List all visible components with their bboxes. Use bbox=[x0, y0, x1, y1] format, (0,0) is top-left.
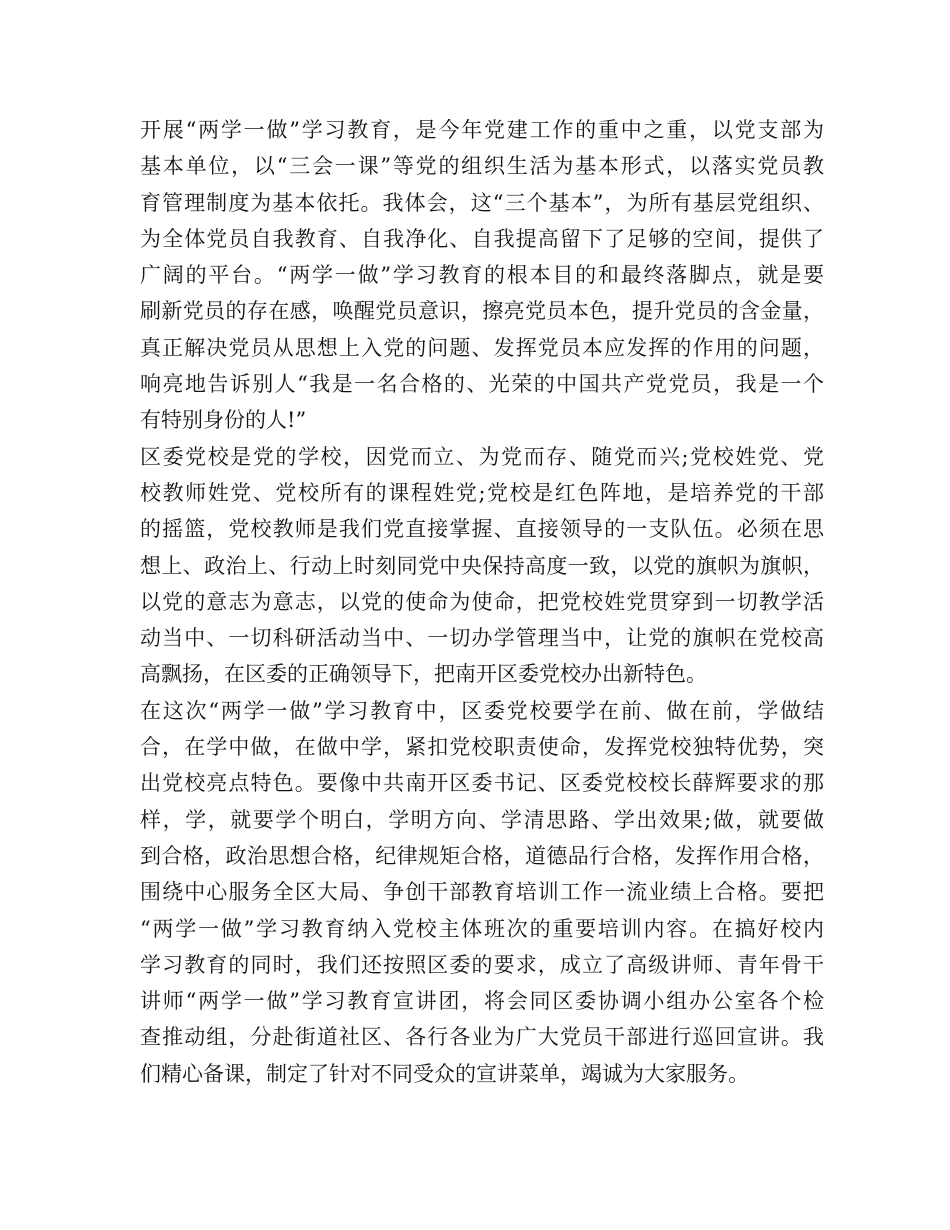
text-line: 学习教育的同时，我们还按照区委的要求，成立了高级讲师、青年骨干 bbox=[140, 952, 824, 977]
text-line: 刷新党员的存在感，唤醒党员意识，擦亮党员本色，提升党员的含金量， bbox=[140, 299, 824, 324]
text-line: 围绕中心服务全区大局、争创干部教育培训工作一流业绩上合格。要把 bbox=[140, 880, 824, 905]
text-line: 基本单位，以“三会一课”等党的组织生活为基本形式，以落实党员教 bbox=[140, 154, 824, 179]
text-line: 动当中、一切科研活动当中、一切办学管理当中，让党的旗帜在党校高 bbox=[140, 626, 824, 651]
text-line: 讲师“两学一做”学习教育宣讲团，将会同区委协调小组办公室各个检 bbox=[140, 989, 824, 1014]
text-line: 们精心备课，制定了针对不同受众的宣讲菜单，竭诚为大家服务。 bbox=[140, 1061, 749, 1086]
text-line: 到合格，政治思想合格，纪律规矩合格，道德品行合格，发挥作用合格， bbox=[140, 843, 824, 868]
text-line: 校教师姓党、党校所有的课程姓党;党校是红色阵地，是培养党的干部 bbox=[140, 480, 824, 505]
text-line: 区委党校是党的学校，因党而立、为党而存、随党而兴;党校姓党、党 bbox=[140, 444, 824, 469]
text-line: “两学一做”学习教育纳入党校主体班次的重要培训内容。在搞好校内 bbox=[140, 916, 824, 941]
text-line: 有特别身份的人!” bbox=[140, 408, 307, 433]
text-line: 在这次“两学一做”学习教育中，区委党校要学在前、做在前，学做结 bbox=[140, 698, 824, 723]
document-body bbox=[140, 112, 824, 1092]
text-line: 出党校亮点特色。要像中共南开区委书记、区委党校校长薛辉要求的那 bbox=[140, 771, 824, 796]
text-line: 真正解决党员从思想上入党的问题、发挥党员本应发挥的作用的问题， bbox=[140, 335, 824, 360]
paragraph-1 bbox=[140, 112, 824, 439]
text-line: 育管理制度为基本依托。我体会，这“三个基本”，为所有基层党组织、 bbox=[140, 190, 824, 215]
paragraph-2 bbox=[140, 439, 824, 693]
text-line: 想上、政治上、行动上时刻同党中央保持高度一致，以党的旗帜为旗帜， bbox=[140, 553, 824, 578]
text-line: 样，学，就要学个明白，学明方向、学清思路、学出效果;做，就要做 bbox=[140, 807, 824, 832]
text-line: 高飘扬，在区委的正确领导下，把南开区委党校办出新特色。 bbox=[140, 662, 707, 687]
text-line: 响亮地告诉别人“我是一名合格的、光荣的中国共产党党员，我是一个 bbox=[140, 372, 824, 397]
paragraph-3 bbox=[140, 693, 824, 1092]
text-line: 以党的意志为意志，以党的使命为使命，把党校姓党贯穿到一切教学活 bbox=[140, 589, 824, 614]
text-line: 为全体党员自我教育、自我净化、自我提高留下了足够的空间，提供了 bbox=[140, 226, 824, 251]
text-line: 的摇篮，党校教师是我们党直接掌握、直接领导的一支队伍。必须在思 bbox=[140, 517, 824, 542]
text-line: 查推动组，分赴街道社区、各行各业为广大党员干部进行巡回宣讲。我 bbox=[140, 1025, 824, 1050]
text-line: 合，在学中做，在做中学，紧扣党校职责使命，发挥党校独特优势，突 bbox=[140, 735, 824, 760]
text-line: 广阔的平台。“两学一做”学习教育的根本目的和最终落脚点，就是要 bbox=[140, 263, 824, 288]
text-line: 开展“两学一做”学习教育，是今年党建工作的重中之重，以党支部为 bbox=[140, 118, 824, 142]
